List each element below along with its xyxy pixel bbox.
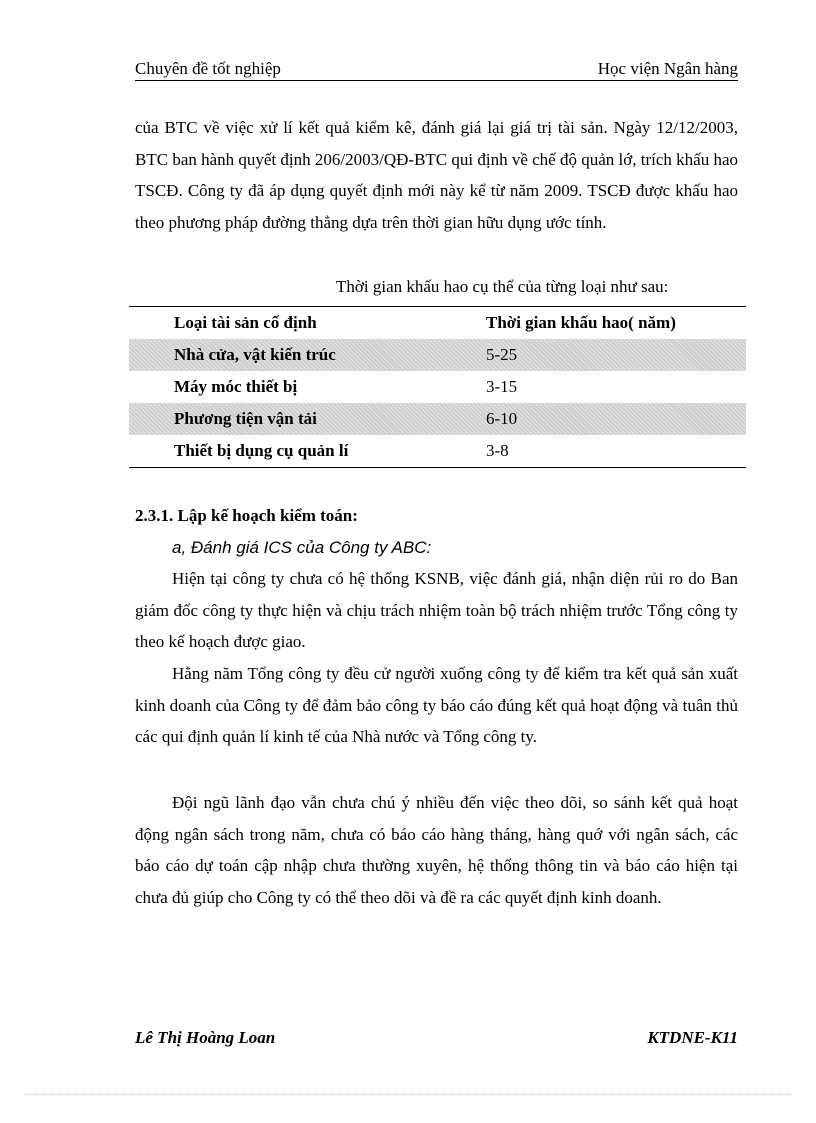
table-row [129, 403, 746, 435]
body-paragraph: Đội ngũ lãnh đạo vẫn chưa chú ý nhiều đến việc theo dõi, so sánh kết quả hoạt động ngân sách trong năm, chưa có báo cáo hàng tháng, hàng quớ với ngân sách, các báo cáo dự toán cập nhập chưa thường xuyên, hệ thống thông tin và báo cáo hiện tại chưa đủ giúp cho Công ty có thể theo dõi và đề ra các quyết định kinh doanh. [135, 793, 738, 907]
section-heading: 2.3.1. Lập kế hoạch kiểm toán: [135, 506, 358, 525]
page-footer [135, 1026, 738, 1050]
asset-type-cell: Nhà cửa, vật kiến trúc [129, 339, 456, 371]
table-row [129, 371, 746, 403]
depreciation-years-cell: 6-10 [456, 403, 746, 435]
table-header-cell: Thời gian khấu hao( năm) [486, 313, 676, 332]
header-institution: Học viện Ngân hàng [597, 59, 738, 78]
subsection-heading: a, Đánh giá ICS của Công ty ABC: [172, 538, 432, 557]
body-paragraph: Hằng năm Tổng công ty đều cử người xuống công ty để kiểm tra kết quả sản xuất kinh doanh của Công ty để đảm bảo công ty báo cáo đúng kết quả hoạt động và tuân thủ các qui định quản lí kinh tế của Nhà nước và Tổng công ty. [135, 664, 738, 747]
asset-type-cell: Máy móc thiết bị [174, 377, 298, 396]
asset-type-cell: Phương tiện vận tải [129, 403, 456, 435]
depreciation-years-cell: 3-15 [486, 377, 518, 396]
header-thesis-title: Chuyên đề tốt nghiệp [135, 59, 281, 78]
intro-paragraph: của BTC về việc xử lí kết quả kiểm kê, đánh giá lại giá trị tài sản. Ngày 12/12/2003, BTC ban hành quyết định 206/2003/QĐ-BTC qui định về chế độ quản lớ, trích khấu hao TSCĐ. Công ty đã áp dụng quyết định mới này kể từ năm 2009. TSCĐ được khấu hao theo phương pháp đường thẳng dựa trên thời gian hữu dụng ước tính. [135, 118, 738, 232]
footer-class-code: KTDNE-K11 [647, 1028, 738, 1047]
table-header-cell: Loại tài sản cố định [174, 313, 317, 332]
body-paragraph: Hiện tại công ty chưa có hệ thống KSNB, việc đánh giá, nhận diện rủi ro do Ban giám đốc công ty thực hiện và chịu trách nhiệm toàn bộ trách nhiệm trước Tổng công ty theo kế hoạch được giao. [135, 569, 738, 652]
asset-type-cell: Thiết bị dụng cụ quản lí [174, 441, 349, 460]
page-bottom-divider [25, 1094, 791, 1095]
table-row [129, 435, 746, 468]
depreciation-table [129, 306, 746, 468]
table-caption: Thời gian khấu hao cụ thể của từng loại như sau: [336, 277, 669, 296]
table-header-row [129, 307, 746, 340]
footer-author: Lê Thị Hoàng Loan [135, 1028, 276, 1047]
table-row [129, 339, 746, 371]
depreciation-years-cell: 5-25 [456, 339, 746, 371]
page-header [135, 58, 738, 81]
depreciation-years-cell: 3-8 [486, 441, 509, 460]
